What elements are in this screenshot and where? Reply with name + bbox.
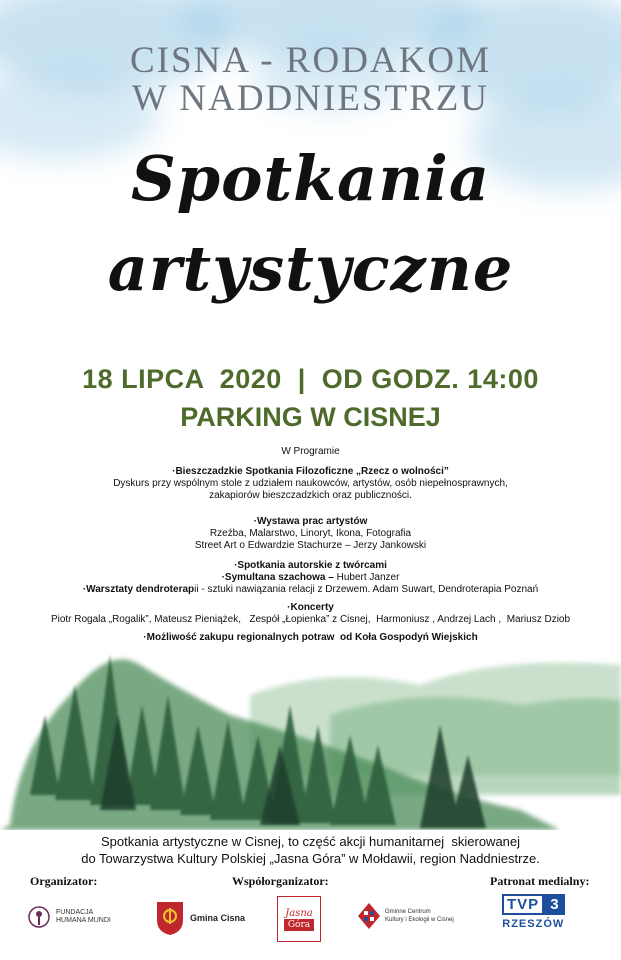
program-section <box>0 446 621 644</box>
gmina-coat-of-arms-icon <box>155 900 185 936</box>
humanitarian-note <box>0 833 621 867</box>
event-date-time: 18 LIPCA 2020 | OD GODZ. 14:00 <box>82 364 539 394</box>
gmina-cisna-name: Gmina Cisna <box>190 913 246 923</box>
program-item-desc: zakapiorów bieszczadzkich oraz publiczności. <box>209 490 412 501</box>
program-item-title: ·Spotkania autorskie z twórcami <box>234 560 387 571</box>
event-place: PARKING W CISNEJ <box>180 402 441 432</box>
program-item-title: ·Wystawa prac artystów <box>253 516 368 527</box>
coorganizer-label: Współorganizator: <box>232 874 329 888</box>
header-line-2: W NADDNIESTRZU <box>131 78 490 119</box>
tvp-channel-number: 3 <box>544 894 564 915</box>
program-item-desc: Piotr Rogala „Rogalik”, Mateusz Pieniążek, Zespół „Łopienka” z Cisnej, Harmoniusz , Andrzej Lach , Mariusz Dziob <box>50 614 571 625</box>
tvp-wordmark <box>502 894 544 915</box>
centrum-kultury-emblem-icon <box>357 902 381 930</box>
program-item-line <box>0 584 621 596</box>
script-title-line-1: Spotkania <box>130 142 491 215</box>
jasna-gora-logo <box>277 896 321 942</box>
program-item-desc: Dyskurs przy wspólnym stole z udziałem naukowców, artystów, osób niepełnosprawnych, <box>113 478 508 489</box>
poster-header <box>0 42 621 118</box>
media-patron-label: Patronat medialny: <box>490 874 590 888</box>
header-line-1: CISNA - RODAKOM <box>130 40 491 81</box>
program-item-title: ·Możliwość zakupu regionalnych potraw od Koła Gospodyń Wiejskich <box>143 632 478 643</box>
program-heading: W Programie <box>281 446 340 457</box>
program-item-desc: ii - sztuki nawiązania relacji z Drzewem. Adam Suwart, Dendroterapia Poznań <box>194 584 539 595</box>
program-item-title: ·Warsztaty dendroterap <box>82 584 195 595</box>
fundacja-name-line-1: FUNDACJA <box>56 909 94 916</box>
humanitarian-note-line-2: do Towarzystwa Kultury Polskiej „Jasna Góra” w Mołdawii, region Naddniestrze. <box>81 851 540 866</box>
script-title-line-2: artystyczne <box>107 232 514 305</box>
fundacja-logo <box>26 904 111 930</box>
centrum-kultury-logo <box>357 902 454 930</box>
gmina-cisna-logo <box>155 900 245 936</box>
jasna-gora-line-1: Jasna <box>285 907 313 919</box>
program-item-title: ·Symultana szachowa – <box>221 572 334 583</box>
forest-landscape-illustration <box>0 625 621 830</box>
program-item-title: ·Koncerty <box>287 602 334 613</box>
fundacja-emblem-icon <box>26 904 52 930</box>
jasna-gora-line-2: Góra <box>284 919 314 931</box>
program-item-line <box>0 572 621 584</box>
organizer-label: Organizator: <box>30 874 98 888</box>
program-item-desc: Hubert Janzer <box>333 572 400 583</box>
tvp-city: RZESZÓW <box>502 918 565 930</box>
partners-footer <box>0 874 621 960</box>
fundacja-name-line-2: HUMANA MUNDI <box>56 917 111 924</box>
program-item-title: ·Bieszczadzkie Spotkania Filozoficzne „Rzecz o wolności” <box>172 466 449 477</box>
program-item-desc: Street Art o Edwardzie Stachurze – Jerzy Jankowski <box>194 540 427 551</box>
program-item-desc: Rzeźba, Malarstwo, Linoryt, Ikona, Fotografia <box>209 528 412 539</box>
tvp-text: TVP <box>507 896 540 913</box>
humanitarian-note-line-1: Spotkania artystyczne w Cisnej, to część akcji humanitarnej skierowanej <box>100 834 521 849</box>
centrum-kultury-line-2: Kultury i Ekologii w Cisnej <box>385 917 454 923</box>
tvp3-logo <box>502 894 565 930</box>
centrum-kultury-line-1: Gminne Centrum <box>385 909 431 915</box>
